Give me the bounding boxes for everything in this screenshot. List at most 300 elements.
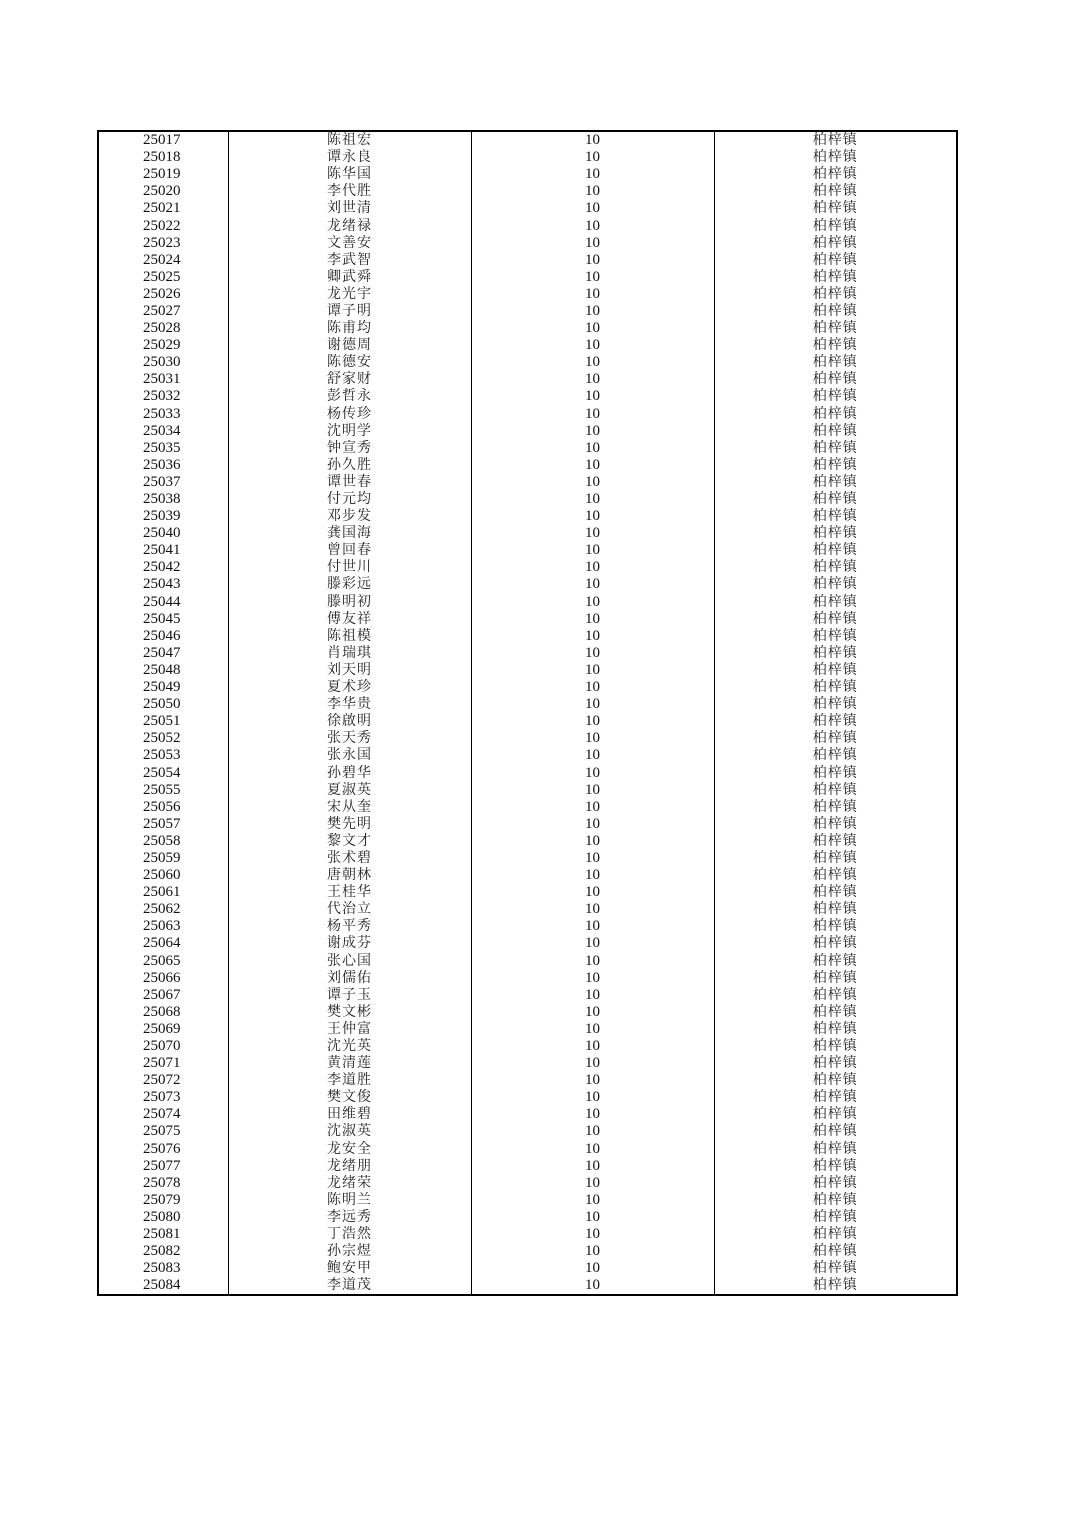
table-row [98,183,957,200]
name-cell: 龚国海 [228,525,471,542]
town-cell: 柏梓镇 [714,850,957,867]
table-row [98,1209,957,1226]
town-cell: 柏梓镇 [714,508,957,525]
name-cell: 张天秀 [228,730,471,747]
table-row [98,747,957,764]
amount-cell: 10 [471,354,714,371]
name-cell: 谭子玉 [228,987,471,1004]
amount-cell: 10 [471,131,714,149]
name-cell: 孙碧华 [228,764,471,781]
name-cell: 谭永良 [228,149,471,166]
town-cell: 柏梓镇 [714,611,957,628]
table-row [98,935,957,952]
amount-cell: 10 [471,1260,714,1277]
name-cell: 刘天明 [228,662,471,679]
amount-cell: 10 [471,457,714,474]
town-cell: 柏梓镇 [714,440,957,457]
amount-cell: 10 [471,149,714,166]
name-cell: 龙光宇 [228,286,471,303]
id-cell: 25029 [98,337,228,354]
town-cell: 柏梓镇 [714,816,957,833]
table-row [98,970,957,987]
id-cell: 25064 [98,935,228,952]
name-cell: 滕彩远 [228,576,471,593]
amount-cell: 10 [471,303,714,320]
id-cell: 25069 [98,1021,228,1038]
id-cell: 25017 [98,131,228,149]
table-row [98,628,957,645]
table-row [98,474,957,491]
town-cell: 柏梓镇 [714,1158,957,1175]
town-cell: 柏梓镇 [714,1089,957,1106]
amount-cell: 10 [471,508,714,525]
amount-cell: 10 [471,1243,714,1260]
id-cell: 25042 [98,559,228,576]
id-cell: 25051 [98,713,228,730]
town-cell: 柏梓镇 [714,388,957,405]
town-cell: 柏梓镇 [714,679,957,696]
name-cell: 舒家财 [228,371,471,388]
name-cell: 李华贵 [228,696,471,713]
table-row [98,901,957,918]
amount-cell: 10 [471,371,714,388]
amount-cell: 10 [471,1004,714,1021]
name-cell: 代治立 [228,901,471,918]
amount-cell: 10 [471,200,714,217]
town-cell: 柏梓镇 [714,1072,957,1089]
town-cell: 柏梓镇 [714,337,957,354]
town-cell: 柏梓镇 [714,320,957,337]
id-cell: 25024 [98,252,228,269]
amount-cell: 10 [471,867,714,884]
town-cell: 柏梓镇 [714,474,957,491]
amount-cell: 10 [471,696,714,713]
id-cell: 25033 [98,406,228,423]
amount-cell: 10 [471,286,714,303]
town-cell: 柏梓镇 [714,1277,957,1295]
amount-cell: 10 [471,525,714,542]
town-cell: 柏梓镇 [714,645,957,662]
town-cell: 柏梓镇 [714,884,957,901]
town-cell: 柏梓镇 [714,1004,957,1021]
name-cell: 李道茂 [228,1277,471,1295]
amount-cell: 10 [471,1021,714,1038]
id-cell: 25054 [98,764,228,781]
name-cell: 孙宗煜 [228,1243,471,1260]
amount-cell: 10 [471,679,714,696]
table-row [98,388,957,405]
table-row [98,1243,957,1260]
name-cell: 夏淑英 [228,782,471,799]
table-row [98,1226,957,1243]
name-cell: 龙绪禄 [228,217,471,234]
town-cell: 柏梓镇 [714,576,957,593]
id-cell: 25084 [98,1277,228,1295]
name-cell: 彭哲永 [228,388,471,405]
town-cell: 柏梓镇 [714,696,957,713]
id-cell: 25025 [98,269,228,286]
table-row [98,953,957,970]
name-cell: 陈德安 [228,354,471,371]
amount-cell: 10 [471,611,714,628]
name-cell: 黄清莲 [228,1055,471,1072]
amount-cell: 10 [471,440,714,457]
id-cell: 25052 [98,730,228,747]
name-cell: 樊文彬 [228,1004,471,1021]
table-row [98,782,957,799]
table-row [98,1038,957,1055]
name-cell: 钟宣秀 [228,440,471,457]
id-cell: 25057 [98,816,228,833]
amount-cell: 10 [471,1072,714,1089]
name-cell: 付世川 [228,559,471,576]
town-cell: 柏梓镇 [714,559,957,576]
amount-cell: 10 [471,799,714,816]
id-cell: 25081 [98,1226,228,1243]
amount-cell: 10 [471,901,714,918]
table-row [98,1106,957,1123]
name-cell: 刘儒佑 [228,970,471,987]
table-row [98,252,957,269]
table-row [98,1055,957,1072]
town-cell: 柏梓镇 [714,200,957,217]
amount-cell: 10 [471,764,714,781]
table-row [98,406,957,423]
id-cell: 25034 [98,423,228,440]
id-cell: 25079 [98,1192,228,1209]
id-cell: 25074 [98,1106,228,1123]
town-cell: 柏梓镇 [714,406,957,423]
table-row [98,730,957,747]
town-cell: 柏梓镇 [714,166,957,183]
id-cell: 25043 [98,576,228,593]
table-row [98,235,957,252]
id-cell: 25062 [98,901,228,918]
amount-cell: 10 [471,987,714,1004]
amount-cell: 10 [471,953,714,970]
amount-cell: 10 [471,559,714,576]
name-cell: 宋从奎 [228,799,471,816]
table-row [98,918,957,935]
table-row [98,371,957,388]
table-row [98,217,957,234]
table-row [98,525,957,542]
table-row [98,166,957,183]
town-cell: 柏梓镇 [714,183,957,200]
name-cell: 李代胜 [228,183,471,200]
name-cell: 夏术珍 [228,679,471,696]
table-row [98,645,957,662]
table-row [98,696,957,713]
id-cell: 25055 [98,782,228,799]
table-row [98,354,957,371]
town-cell: 柏梓镇 [714,303,957,320]
id-cell: 25053 [98,747,228,764]
name-cell: 刘世清 [228,200,471,217]
amount-cell: 10 [471,1089,714,1106]
town-cell: 柏梓镇 [714,901,957,918]
name-cell: 沈明学 [228,423,471,440]
id-cell: 25039 [98,508,228,525]
table-row [98,1072,957,1089]
id-cell: 25036 [98,457,228,474]
name-cell: 龙绪朋 [228,1158,471,1175]
table-row [98,320,957,337]
amount-cell: 10 [471,833,714,850]
amount-cell: 10 [471,918,714,935]
town-cell: 柏梓镇 [714,286,957,303]
amount-cell: 10 [471,337,714,354]
name-cell: 杨传珍 [228,406,471,423]
id-cell: 25080 [98,1209,228,1226]
town-cell: 柏梓镇 [714,953,957,970]
id-cell: 25061 [98,884,228,901]
amount-cell: 10 [471,491,714,508]
town-cell: 柏梓镇 [714,747,957,764]
table-row [98,611,957,628]
town-cell: 柏梓镇 [714,269,957,286]
amount-cell: 10 [471,388,714,405]
town-cell: 柏梓镇 [714,935,957,952]
amount-cell: 10 [471,782,714,799]
id-cell: 25047 [98,645,228,662]
name-cell: 谭世春 [228,474,471,491]
id-cell: 25032 [98,388,228,405]
town-cell: 柏梓镇 [714,970,957,987]
name-cell: 龙绪荣 [228,1175,471,1192]
name-cell: 傅友祥 [228,611,471,628]
id-cell: 25083 [98,1260,228,1277]
table-row [98,867,957,884]
id-cell: 25068 [98,1004,228,1021]
town-cell: 柏梓镇 [714,782,957,799]
amount-cell: 10 [471,217,714,234]
id-cell: 25060 [98,867,228,884]
table-row [98,508,957,525]
table-row [98,987,957,1004]
name-cell: 陈祖宏 [228,131,471,149]
amount-cell: 10 [471,474,714,491]
id-cell: 25073 [98,1089,228,1106]
table-row [98,457,957,474]
name-cell: 唐朝林 [228,867,471,884]
town-cell: 柏梓镇 [714,252,957,269]
id-cell: 25082 [98,1243,228,1260]
town-cell: 柏梓镇 [714,1123,957,1140]
town-cell: 柏梓镇 [714,628,957,645]
name-cell: 田维碧 [228,1106,471,1123]
id-cell: 25038 [98,491,228,508]
table-row [98,440,957,457]
name-cell: 曾回春 [228,542,471,559]
id-cell: 25058 [98,833,228,850]
id-cell: 25059 [98,850,228,867]
amount-cell: 10 [471,1038,714,1055]
town-cell: 柏梓镇 [714,918,957,935]
town-cell: 柏梓镇 [714,662,957,679]
id-cell: 25041 [98,542,228,559]
amount-cell: 10 [471,1158,714,1175]
table-row [98,1004,957,1021]
table-row [98,576,957,593]
name-cell: 徐啟明 [228,713,471,730]
town-cell: 柏梓镇 [714,987,957,1004]
table-row [98,200,957,217]
town-cell: 柏梓镇 [714,1055,957,1072]
town-cell: 柏梓镇 [714,457,957,474]
amount-cell: 10 [471,850,714,867]
id-cell: 25023 [98,235,228,252]
table-row [98,1192,957,1209]
amount-cell: 10 [471,320,714,337]
name-cell: 付元均 [228,491,471,508]
amount-cell: 10 [471,423,714,440]
id-cell: 25066 [98,970,228,987]
amount-cell: 10 [471,662,714,679]
table-row [98,594,957,611]
name-cell: 文善安 [228,235,471,252]
table-row [98,1277,957,1295]
amount-cell: 10 [471,1192,714,1209]
town-cell: 柏梓镇 [714,1192,957,1209]
name-cell: 滕明初 [228,594,471,611]
amount-cell: 10 [471,884,714,901]
id-cell: 25063 [98,918,228,935]
name-cell: 沈光英 [228,1038,471,1055]
table-row [98,286,957,303]
town-cell: 柏梓镇 [714,217,957,234]
table-row [98,1175,957,1192]
id-cell: 25021 [98,200,228,217]
id-cell: 25037 [98,474,228,491]
id-cell: 25048 [98,662,228,679]
town-cell: 柏梓镇 [714,371,957,388]
table-row [98,423,957,440]
name-cell: 沈淑英 [228,1123,471,1140]
town-cell: 柏梓镇 [714,1209,957,1226]
id-cell: 25049 [98,679,228,696]
table-row [98,559,957,576]
town-cell: 柏梓镇 [714,149,957,166]
table-row [98,131,957,149]
amount-cell: 10 [471,1106,714,1123]
table-row [98,1141,957,1158]
name-cell: 陈甫均 [228,320,471,337]
town-cell: 柏梓镇 [714,1243,957,1260]
amount-cell: 10 [471,576,714,593]
id-cell: 25070 [98,1038,228,1055]
name-cell: 张心国 [228,953,471,970]
name-cell: 黎文才 [228,833,471,850]
town-cell: 柏梓镇 [714,713,957,730]
id-cell: 25078 [98,1175,228,1192]
amount-cell: 10 [471,166,714,183]
table-row [98,303,957,320]
table-body [98,131,957,1295]
name-cell: 李道胜 [228,1072,471,1089]
amount-cell: 10 [471,747,714,764]
name-cell: 龙安全 [228,1141,471,1158]
id-cell: 25019 [98,166,228,183]
amount-cell: 10 [471,935,714,952]
table-row [98,799,957,816]
name-cell: 张术碧 [228,850,471,867]
id-cell: 25046 [98,628,228,645]
town-cell: 柏梓镇 [714,867,957,884]
town-cell: 柏梓镇 [714,764,957,781]
amount-cell: 10 [471,542,714,559]
town-cell: 柏梓镇 [714,354,957,371]
name-cell: 樊先明 [228,816,471,833]
id-cell: 25028 [98,320,228,337]
name-cell: 樊文俊 [228,1089,471,1106]
name-cell: 丁浩然 [228,1226,471,1243]
name-cell: 张永国 [228,747,471,764]
amount-cell: 10 [471,816,714,833]
amount-cell: 10 [471,1123,714,1140]
id-cell: 25040 [98,525,228,542]
town-cell: 柏梓镇 [714,730,957,747]
name-cell: 邓步发 [228,508,471,525]
name-cell: 杨平秀 [228,918,471,935]
town-cell: 柏梓镇 [714,1021,957,1038]
town-cell: 柏梓镇 [714,1106,957,1123]
id-cell: 25075 [98,1123,228,1140]
amount-cell: 10 [471,1141,714,1158]
table-row [98,764,957,781]
name-cell: 谢德周 [228,337,471,354]
name-cell: 陈祖模 [228,628,471,645]
name-cell: 卿武舜 [228,269,471,286]
amount-cell: 10 [471,1277,714,1295]
amount-cell: 10 [471,594,714,611]
name-cell: 谢成芬 [228,935,471,952]
id-cell: 25027 [98,303,228,320]
data-table [97,130,958,1296]
table-row [98,1260,957,1277]
table-row [98,149,957,166]
table-row [98,542,957,559]
amount-cell: 10 [471,269,714,286]
amount-cell: 10 [471,730,714,747]
name-cell: 肖瑞琪 [228,645,471,662]
town-cell: 柏梓镇 [714,833,957,850]
id-cell: 25026 [98,286,228,303]
table-row [98,1021,957,1038]
id-cell: 25072 [98,1072,228,1089]
id-cell: 25076 [98,1141,228,1158]
amount-cell: 10 [471,252,714,269]
name-cell: 陈华国 [228,166,471,183]
table-row [98,713,957,730]
name-cell: 王仲富 [228,1021,471,1038]
table-row [98,850,957,867]
name-cell: 王桂华 [228,884,471,901]
id-cell: 25077 [98,1158,228,1175]
id-cell: 25067 [98,987,228,1004]
table-row [98,833,957,850]
id-cell: 25056 [98,799,228,816]
town-cell: 柏梓镇 [714,1226,957,1243]
id-cell: 25044 [98,594,228,611]
table-row [98,337,957,354]
amount-cell: 10 [471,713,714,730]
town-cell: 柏梓镇 [714,491,957,508]
table-row [98,1158,957,1175]
id-cell: 25018 [98,149,228,166]
amount-cell: 10 [471,645,714,662]
amount-cell: 10 [471,628,714,645]
